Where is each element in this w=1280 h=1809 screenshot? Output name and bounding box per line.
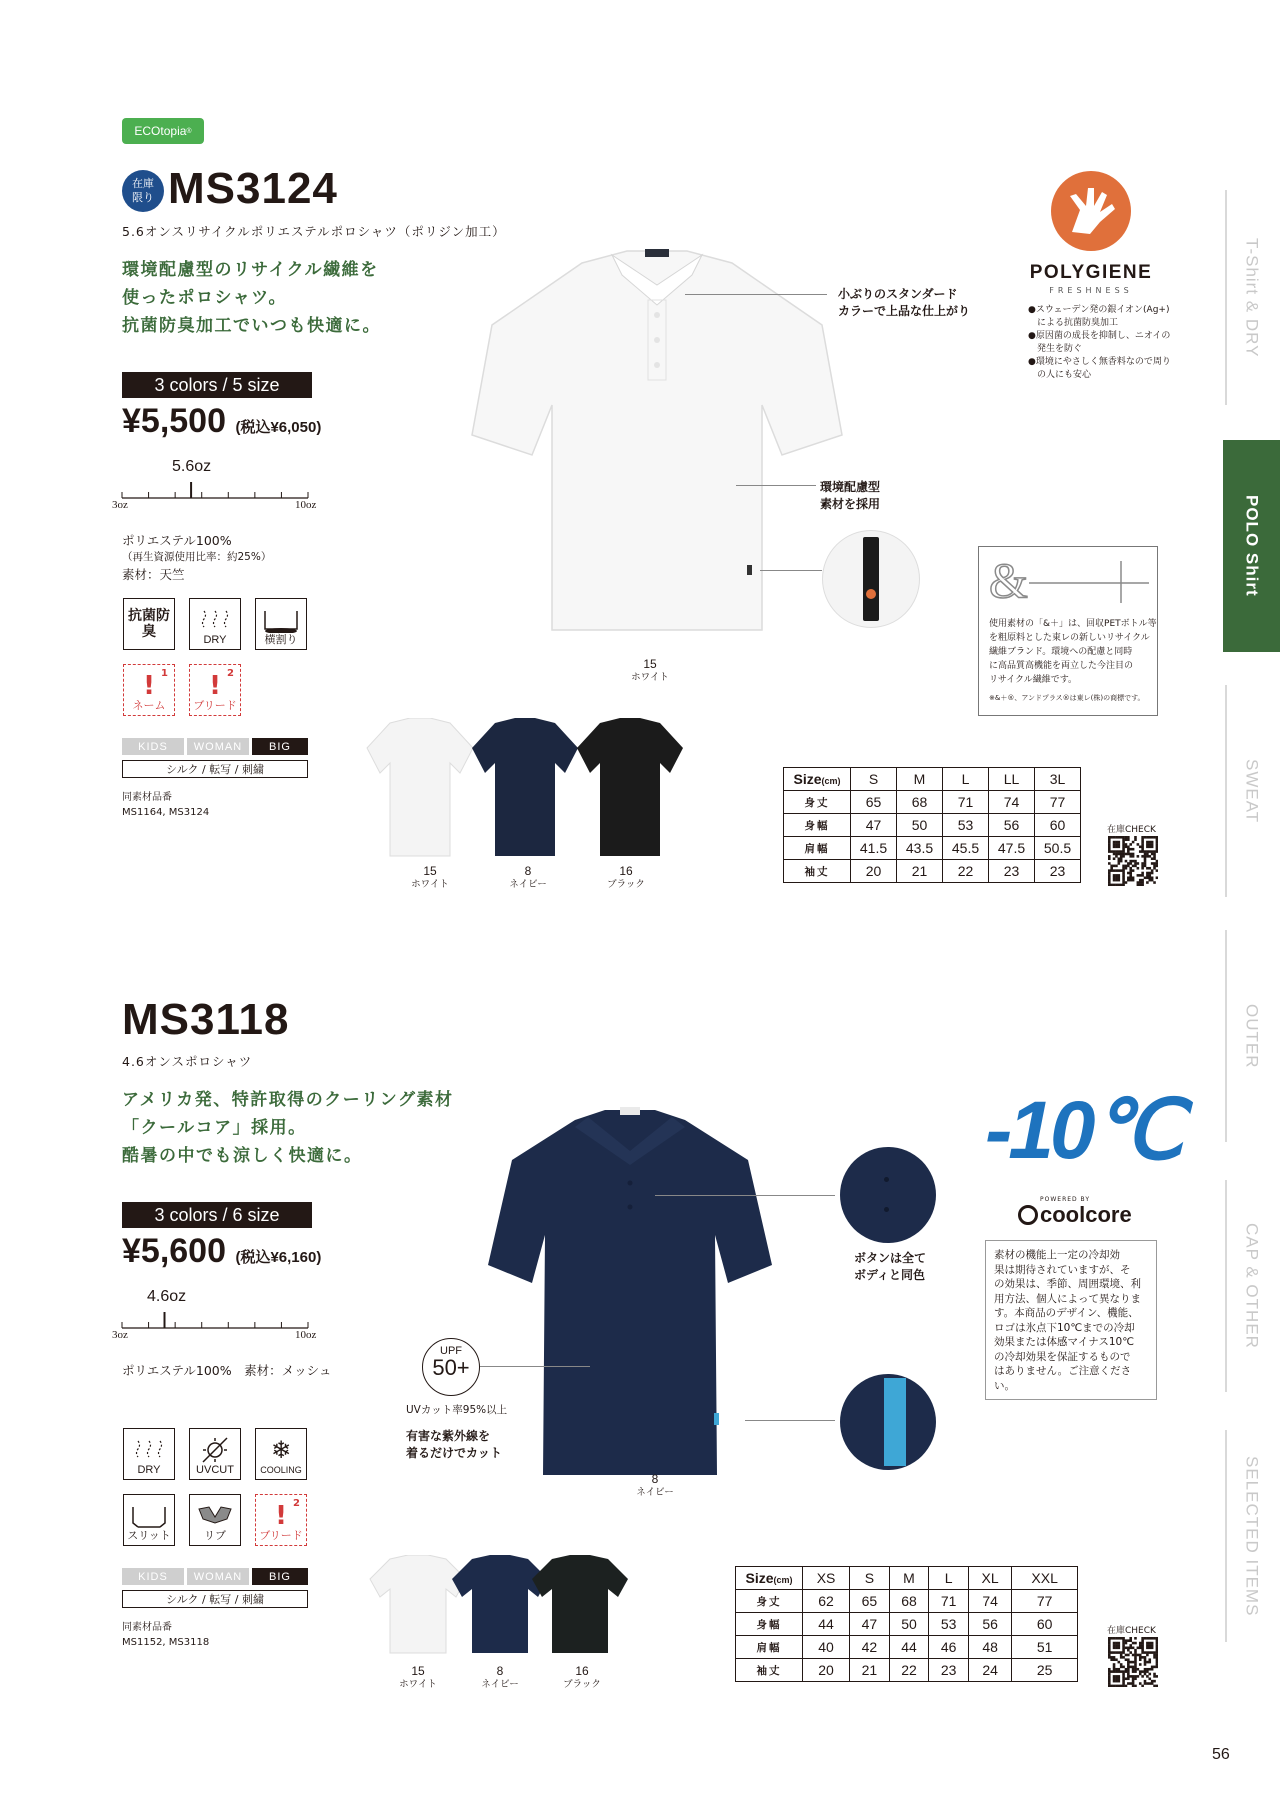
- main-color-caption: 8 ネイビー: [636, 1472, 674, 1498]
- ruler-min: 3oz: [112, 499, 128, 511]
- bleed-warning-icon: 2 ! ブリード: [255, 1494, 307, 1546]
- size-col: XS: [803, 1567, 850, 1590]
- color-caption-navy: 8 ネイビー: [509, 864, 547, 890]
- tag-kids: KIDS: [122, 1568, 184, 1585]
- price: ¥5,600 (税込¥6,160): [122, 1232, 322, 1270]
- coolcore-logo: coolcore: [1018, 1202, 1132, 1228]
- stock-check-qr-code[interactable]: [1108, 1637, 1158, 1687]
- rib-icon: リブ: [189, 1494, 241, 1546]
- catchphrase: アメリカ発、特許取得のクーリング素材 「クールコア」採用。 酷暑の中でも涼しく快適に。: [122, 1090, 454, 1166]
- bleed-warning-icon: 2 ! ブリード: [189, 664, 241, 716]
- andplus-box: [978, 546, 1158, 716]
- polygiene-title: POLYGIENE: [1029, 262, 1153, 283]
- spec-material: ポリエステル100%: [122, 533, 232, 548]
- coolcore-note: 素材の機能上一定の冷却効 果は期待されていますが、そ の効果は、季節、周囲環境、利 用方法、個人によって異なりま す。本商品のデザイン、機能、 ロゴは氷点下10℃までの冷却 効果または体感マイナス10℃ の冷却効果を保証するもので はありません。ご注意ください。: [985, 1240, 1157, 1400]
- minus-10-logo: -10℃: [985, 1085, 1180, 1176]
- label-detail-zoom: [822, 530, 920, 628]
- callout-line: [480, 1366, 590, 1367]
- andplus-note: ※&＋®、アンドプラス®は東レ(株)の商標です。: [989, 694, 1145, 702]
- size-table-header: Size(cm): [784, 768, 851, 791]
- size-col: S: [850, 1567, 890, 1590]
- callout-line: [760, 570, 822, 571]
- color-caption-white: 15 ホワイト: [411, 864, 449, 890]
- spec-material: ポリエステル100% 素材：メッシュ: [122, 1363, 332, 1378]
- polygiene-bullets: ●スウェーデン発の銀イオン(Ag+) による抗菌防臭加工 ●原因菌の成長を抑制し、ニオイの 発生を防ぐ ●環境にやさしく無香料なので周り の人にも安心: [1028, 305, 1171, 380]
- size-col: M: [897, 768, 943, 791]
- ecotopia-badge: ECOtopia ®: [122, 118, 204, 144]
- andplus-text: 使用素材の「&＋」は、回収PETボトル等 を粗原料とした東レの新しいリサイクル 繊維ブランド。環境への配慮と同時 に高品質高機能を両立した今注目の リサイクル繊維です。: [989, 619, 1157, 685]
- coolcore-powered: POWERED BY: [1040, 1196, 1091, 1203]
- main-product-image-navy-polo: [480, 1105, 780, 1485]
- print-methods: シルク / 転写 / 刺繍: [122, 1590, 308, 1608]
- collar-callout: 小ぶりのスタンダード カラーで上品な仕上がり: [838, 287, 971, 318]
- color-swatch-black: [575, 718, 685, 858]
- material-callout: 環境配慮型 素材を採用: [820, 480, 881, 511]
- size-col: S: [851, 768, 897, 791]
- fabric-weight: 4.6oz: [147, 1288, 187, 1305]
- tag-woman: WOMAN: [187, 738, 249, 755]
- color-caption-black: 16 ブラック: [607, 864, 645, 890]
- ruler-min: 3oz: [112, 1329, 128, 1341]
- size-col: L: [929, 1567, 969, 1590]
- size-col: LL: [989, 768, 1035, 791]
- stock-badge-line2: 限り: [132, 191, 154, 204]
- size-table: [783, 767, 1081, 883]
- table-row: 身丈 62 65 68 71 74 77: [736, 1590, 1078, 1613]
- cooling-icon: ❄ COOLING: [255, 1428, 307, 1480]
- nav-item-tshirt[interactable]: T-Shirt & DRY: [1242, 237, 1262, 358]
- size-col: XL: [968, 1567, 1011, 1590]
- table-row: 身幅 44 47 50 53 56 60: [736, 1613, 1078, 1636]
- qr-label: 在庫CHECK: [1107, 1626, 1156, 1636]
- nav-item-sweat[interactable]: SWEAT: [1242, 758, 1262, 824]
- uv-cut-rate: UVカット率95%以上: [406, 1404, 508, 1416]
- andplus-logo: [989, 557, 1149, 607]
- color-swatch-white: [365, 718, 475, 858]
- model-number: MS3124: [168, 164, 338, 213]
- size-col: 3L: [1035, 768, 1081, 791]
- tag-big: BIG: [252, 738, 308, 755]
- qr-label: 在庫CHECK: [1107, 825, 1156, 835]
- same-material: 同素材品番 MS1152, MS3118: [122, 1622, 210, 1648]
- spec-block: [122, 532, 271, 583]
- button-detail-zoom: [840, 1147, 936, 1243]
- nav-item-outer[interactable]: OUTER: [1242, 1003, 1262, 1069]
- color-swatch-black: [530, 1555, 630, 1655]
- table-row: 肩幅 40 42 44 46 48 51: [736, 1636, 1078, 1659]
- table-row: 身丈 65 68 71 74 77: [784, 791, 1081, 814]
- coolcore-label-zoom: [840, 1374, 936, 1470]
- upf-badge: UPF 50+: [422, 1338, 480, 1396]
- slit-icon: スリット: [123, 1494, 175, 1546]
- callout-line: [736, 485, 816, 486]
- size-table: [735, 1566, 1078, 1682]
- nav-item-polo[interactable]: POLO Shirt: [1223, 440, 1280, 652]
- button-callout: ボタンは全て ボディと同色: [854, 1251, 927, 1282]
- price: ¥5,500 (税込¥6,050): [122, 402, 322, 440]
- print-methods: シルク / 転写 / 刺繍: [122, 760, 308, 778]
- size-table-header: Size(cm): [736, 1567, 803, 1590]
- size-col: L: [943, 768, 989, 791]
- ruler-max: 10oz: [295, 1329, 317, 1341]
- limited-stock-badge: [122, 170, 164, 212]
- svg-text:&: &: [989, 557, 1028, 607]
- tag-big: BIG: [252, 1568, 308, 1585]
- polygiene-hand-logo: [1050, 170, 1132, 252]
- color-caption-black: 16 ブラック: [563, 1664, 601, 1690]
- side-cut-icon: 横割り: [255, 598, 307, 650]
- tag-kids: KIDS: [122, 738, 184, 755]
- table-row: 袖丈 20 21 22 23 23: [784, 860, 1081, 883]
- size-col: M: [889, 1567, 929, 1590]
- colors-size-bar: 3 colors / 5 size: [122, 372, 312, 398]
- uv-callout: 有害な紫外線を 着るだけでカット: [406, 1429, 502, 1460]
- size-col: XXL: [1012, 1567, 1078, 1590]
- fabric-weight: 5.6oz: [172, 458, 212, 475]
- main-color-caption: 15 ホワイト: [631, 657, 669, 683]
- antibacterial-icon: 抗菌防臭: [123, 598, 175, 650]
- stock-badge-line1: 在庫: [132, 177, 154, 190]
- same-material: 同素材品番 MS1164, MS3124: [122, 792, 210, 818]
- page-number: 56: [1212, 1746, 1230, 1763]
- catchphrase: 環境配慮型のリサイクル繊維を 使ったポロシャツ。 抗菌防臭加工でいつも快適に。: [122, 260, 381, 336]
- stock-check-qr-code[interactable]: [1108, 836, 1158, 886]
- product-subtitle: 4.6オンスポロシャツ: [122, 1054, 253, 1069]
- color-caption-white: 15 ホワイト: [399, 1664, 437, 1690]
- spec-fabric: 素材：天竺: [122, 567, 185, 582]
- table-row: 袖丈 20 21 22 23 24 25: [736, 1659, 1078, 1682]
- callout-line: [655, 1195, 835, 1196]
- dry-icon: DRY: [123, 1428, 175, 1480]
- name-label-warning-icon: 1 ! ネーム: [123, 664, 175, 716]
- color-caption-navy: 8 ネイビー: [481, 1664, 519, 1690]
- polygiene-sub: FRESHNESS: [1049, 286, 1133, 295]
- spec-recycle: （再生資源使用比率：約25%）: [122, 551, 272, 563]
- uv-cut-icon: UVCUT: [189, 1428, 241, 1480]
- colors-size-bar: 3 colors / 6 size: [122, 1202, 312, 1228]
- callout-line: [745, 1420, 835, 1421]
- product-subtitle: 5.6オンスリサイクルポリエステルポロシャツ（ポリジン加工）: [122, 224, 506, 239]
- nav-item-cap[interactable]: CAP & OTHER: [1242, 1223, 1262, 1349]
- ruler-max: 10oz: [295, 499, 317, 511]
- color-swatch-navy: [470, 718, 580, 858]
- model-number: MS3118: [122, 995, 290, 1044]
- main-product-image-white-polo: [462, 245, 852, 640]
- dry-icon: DRY: [189, 598, 241, 650]
- nav-item-selected[interactable]: SELECTED ITEMS: [1242, 1455, 1262, 1617]
- table-row: 肩幅 41.5 43.5 45.5 47.5 50.5: [784, 837, 1081, 860]
- tag-woman: WOMAN: [187, 1568, 249, 1585]
- table-row: 身幅 47 50 53 56 60: [784, 814, 1081, 837]
- callout-line: [685, 294, 827, 295]
